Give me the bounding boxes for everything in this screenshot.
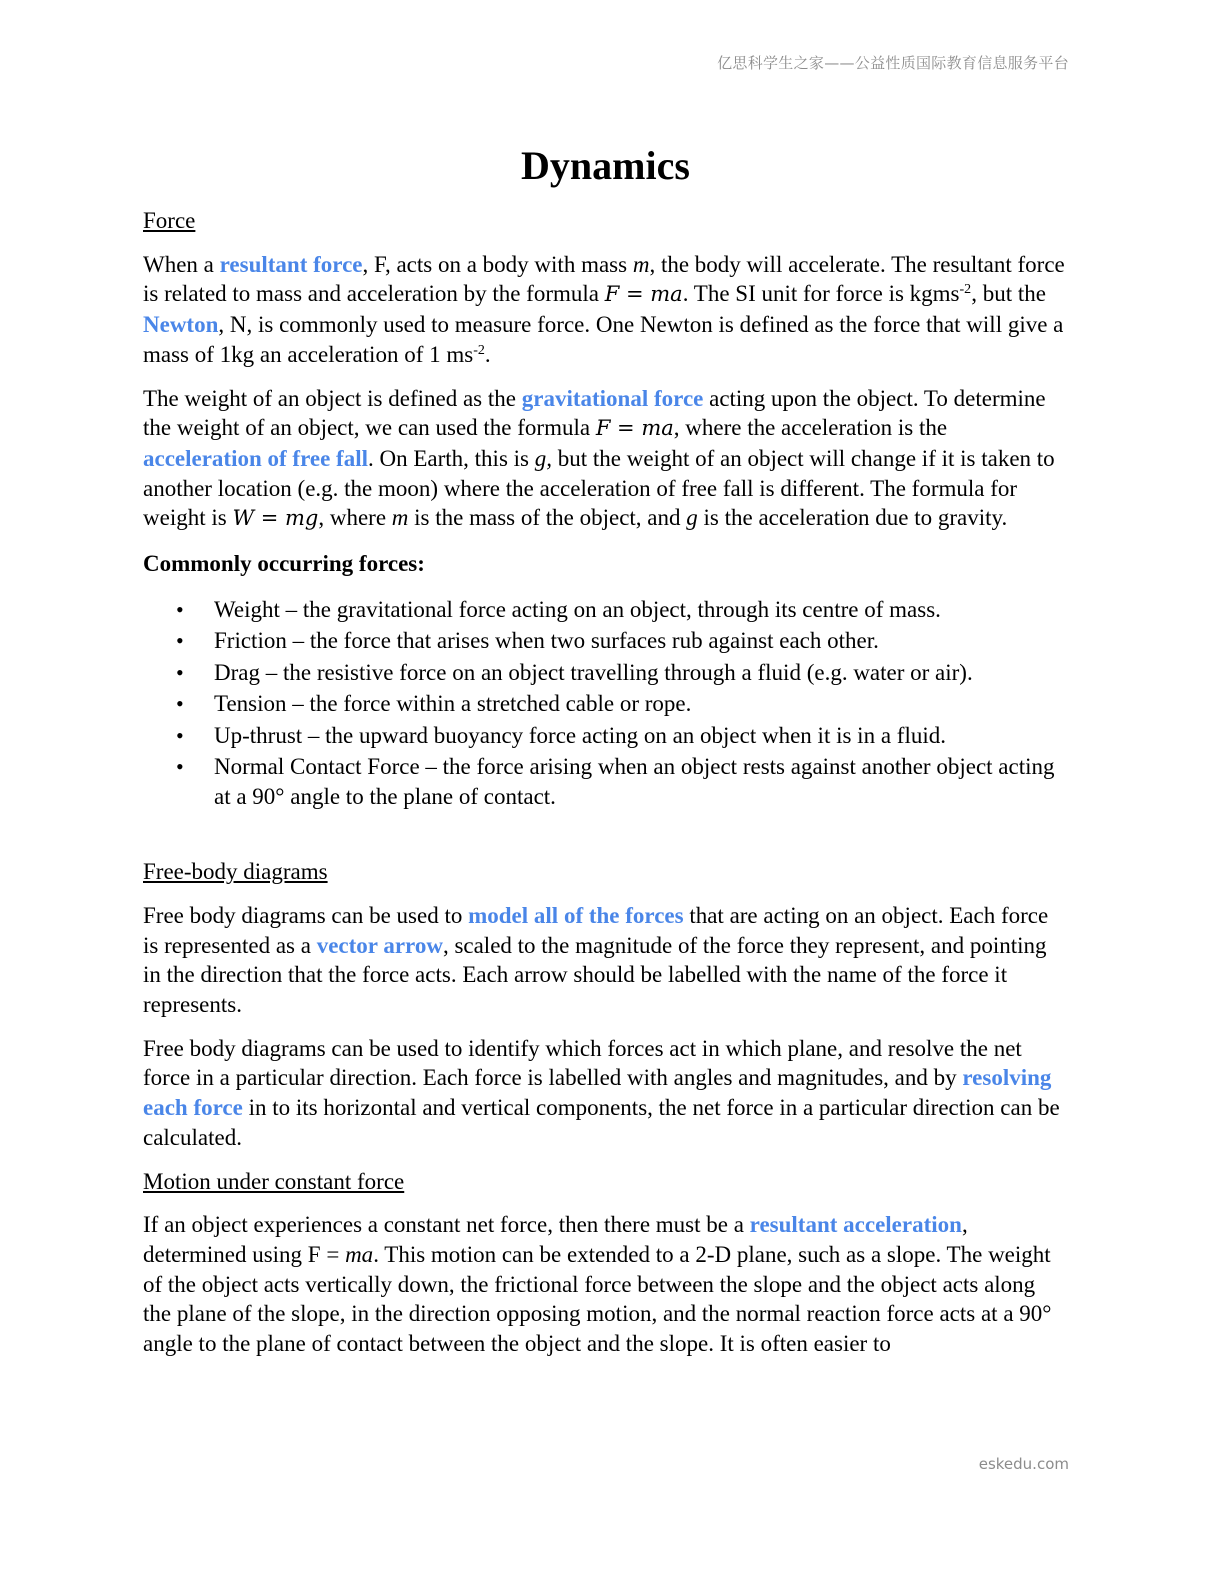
section-heading-free-body: Free-body diagrams	[143, 859, 328, 885]
highlight-term: resultant acceleration	[749, 1212, 962, 1238]
section-heading-motion: Motion under constant force	[143, 1168, 405, 1194]
motion-paragraph-1: If an object experiences a constant net force, then there must be a resultant acceleration, determined using F = ma. This motion can be extended to a 2-D plane, such as a slope. The weight of the object acts vertically down, the frictional force between the slope and the object acts along the plane of the slope, in the direction opposing motion, and the normal reaction force acts at a 90° angle to the plane of contact between the object and the slope. It is often easier to	[143, 1212, 1052, 1357]
document-body	[143, 140, 1068, 1359]
forces-list	[143, 595, 1068, 812]
highlight-term: resolving each force	[143, 1065, 1052, 1121]
formula: F = ma	[595, 416, 674, 441]
list-item: • Weight – the gravitational force acting on an object, through its centre of mass.	[143, 595, 1068, 625]
highlight-term: Newton	[143, 312, 219, 338]
page-footer: eskedu.com	[978, 1455, 1069, 1473]
section-heading-force: Force	[143, 208, 196, 233]
force-paragraph-2: The weight of an object is defined as the gravitational force acting upon the object. To determine the weight of an object, we can used the formula F = ma, where the acceleration is the acceleration of free fall. On Earth, this is g, but the weight of an object will change if it is taken to another location (e.g. the moon) where the acceleration of free fall is different. The formula for weight is W = mg, where m is the mass of the object, and g is the acceleration due to gravity.	[143, 385, 1055, 531]
list-item: • Normal Contact Force – the force arising when an object rests against another object acting at a 90° angle to the plane of contact.	[143, 752, 1068, 811]
forces-list-heading: Commonly occurring forces:	[143, 551, 425, 577]
highlight-term: model all of the forces	[468, 902, 684, 928]
force-paragraph-1: When a resultant force, F, acts on a body with mass m, the body will accelerate. The resultant force is related to mass and acceleration by the formula F = ma. The SI unit for force is kgms$^{-2}$, but the Newton, N, is commonly used to measure force. One Newton is defined as the force that will give a mass of 1kg an acceleration of 1 $ms^{-2}$.	[143, 251, 1065, 367]
list-item: • Up-thrust – the upward buoyancy force acting on an object when it is in a fluid.	[143, 721, 1068, 751]
formula: W = mg	[232, 506, 319, 531]
list-item: • Tension – the force within a stretched cable or rope.	[143, 689, 1068, 719]
highlight-term: resultant force	[219, 251, 363, 277]
free-body-paragraph-2: Free body diagrams can be used to identify which forces act in which plane, and resolve the net force in a particular direction. Each force is labelled with angles and magnitudes, and by resolving each force in to its horizontal and vertical components, the net force in a particular direction can be calculated.	[143, 1035, 1060, 1150]
highlight-term: vector arrow	[316, 932, 443, 958]
list-item: • Friction – the force that arises when two surfaces rub against each other.	[143, 626, 1068, 656]
free-body-paragraph-1: Free body diagrams can be used to model all of the forces that are acting on an object. Each force is represented as a vector arrow, scaled to the magnitude of the force they represent, and pointing in the direction that the force acts. Each arrow should be labelled with the name of the force it represents.	[143, 902, 1049, 1018]
list-item: • Drag – the resistive force on an object travelling through a fluid (e.g. water or air).	[143, 658, 1068, 688]
highlight-term: acceleration of free fall	[143, 445, 368, 471]
highlight-term: gravitational force	[521, 385, 704, 411]
page-title: Dynamics	[521, 143, 690, 188]
page-header: 亿思科学生之家——公益性质国际教育信息服务平台	[717, 54, 1069, 72]
formula: F = ma	[604, 282, 683, 307]
